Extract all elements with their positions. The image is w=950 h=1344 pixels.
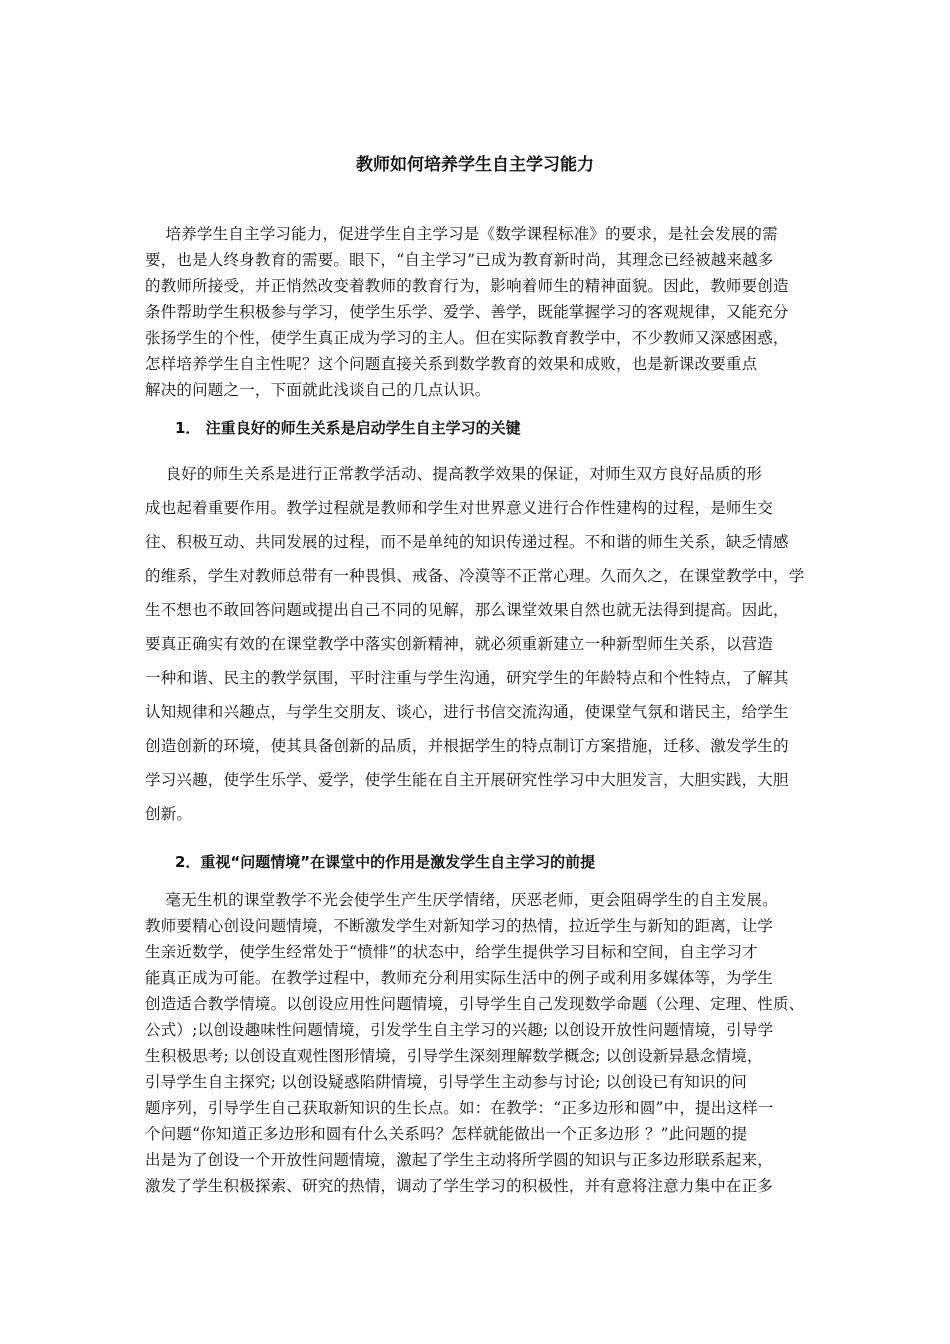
intro-line: 要，也是人终身教育的需要。眼下，“自主学习”已成为教育新时尚，其理念已经被越来越多 xyxy=(145,251,774,269)
intro-line: 张扬学生的个性，使学生真正成为学习的主人。但在实际教育教学中，不少教师又深感困惑， xyxy=(145,329,789,347)
intro-line: 条件帮助学生积极参与学习，使学生乐学、爱学、善学，既能掌握学习的客观规律，又能充分 xyxy=(145,303,789,321)
section-1-line: 创新。 xyxy=(145,805,193,823)
section-1-line: 认知规律和兴趣点，与学生交朋友、谈心，进行书信交流沟通，使课堂气氛和谐民主，给学生 xyxy=(145,703,789,721)
section-2-line: 出是为了创设一个开放性问题情境，激起了学生主动将所学圆的知识与正多边形联系起来， xyxy=(145,1151,774,1169)
section-1-line: 学习兴趣，使学生乐学、爱学，使学生能在自主开展研究性学习中大胆发言，大胆实践，大胆 xyxy=(145,771,789,789)
section-1-line: 往、积极互动、共同发展的过程，而不是单纯的知识传递过程。不和谐的师生关系，缺乏情感 xyxy=(145,533,789,551)
section-1-line: 生不想也不敢回答问题或提出自己不同的见解，那么课堂效果自然也就无法得到提高。因此， xyxy=(145,601,789,619)
intro-line: 解决的问题之一，下面就此浅谈自己的几点认识。 xyxy=(145,381,491,399)
section-1-line: 的维系，学生对教师总带有一种畏惧、戒备、冷漠等不正常心理。久而久之，在课堂教学中，学 xyxy=(145,567,805,585)
section-2-line: 创造适合教学情境。以创设应用性问题情境，引导学生自己发现数学命题（公理、定理、性质、 xyxy=(145,995,805,1013)
section-2-line: 公式）;以创设趣味性问题情境，引发学生自主学习的兴趣; 以创设开放性问题情境，引导学 xyxy=(145,1021,774,1039)
document-title: 教师如何培养学生自主学习能力 xyxy=(356,155,594,175)
intro-line: 怎样培养学生自主性呢？这个问题直接关系到数学教育的效果和成败，也是新课改要重点 xyxy=(145,355,758,373)
intro-line: 培养学生自主学习能力，促进学生自主学习是《数学课程标准》的要求，是社会发展的需 xyxy=(145,225,778,243)
section-heading-2: 2．重视“问题情境”在课堂中的作用是激发学生自主学习的前提 xyxy=(175,853,596,871)
section-heading-1: 1． 注重良好的师生关系是启动学生自主学习的关键 xyxy=(175,419,521,437)
section-2-line: 生积极思考; 以创设直观性图形情境，引导学生深刻理解数学概念; 以创设新异悬念情境， xyxy=(145,1047,763,1065)
section-2-line: 生亲近数学，使学生经常处于“愤悱”的状态中，给学生提供学习目标和空间，自主学习才 xyxy=(145,943,758,961)
section-2-line: 个问题“你知道正多边形和圆有什么关系吗？怎样就能做出一个正多边形 ？”此问题的提 xyxy=(145,1125,748,1143)
section-2-line: 引导学生自主探究; 以创设疑惑陷阱情境，引导学生主动参与讨论; 以创设已有知识的问 xyxy=(145,1073,748,1091)
section-1-line: 良好的师生关系是进行正常教学活动、提高教学效果的保证，对师生双方良好品质的形 xyxy=(145,465,763,483)
section-1-line: 要真正确实有效的在课堂教学中落实创新精神，就必须重新建立一种新型师生关系，以营造 xyxy=(145,635,774,653)
intro-line: 的教师所接受，并正悄然改变着教师的教育行为，影响着师生的精神面貌。因此，教师要创造 xyxy=(145,277,789,295)
section-1-line: 成也起着重要作用。教学过程就是教师和学生对世界意义进行合作性建构的过程，是师生交 xyxy=(145,499,774,517)
section-2-line: 能真正成为可能。在教学过程中，教师充分利用实际生活中的例子或利用多媒体等，为学生 xyxy=(145,969,774,987)
section-2-line: 毫无生机的课堂教学不光会使学生产生厌学情绪，厌恶老师，更会阻碍学生的自主发展。 xyxy=(145,891,778,909)
section-2-line: 教师要精心创设问题情境，不断激发学生对新知学习的热情，拉近学生与新知的距离，让学 xyxy=(145,917,774,935)
section-1-line: 一种和谐、民主的教学氛围，平时注重与学生沟通，研究学生的年龄特点和个性特点，了解其 xyxy=(145,669,789,687)
section-2-line: 激发了学生积极探索、研究的热情，调动了学生学习的积极性，并有意将注意力集中在正多 xyxy=(145,1177,774,1195)
section-2-line: 题序列，引导学生自己获取新知识的生长点。如：在教学：“正多边形和圆”中，提出这样一 xyxy=(145,1099,774,1117)
section-1-line: 创造创新的环境，使其具备创新的品质，并根据学生的特点制订方案措施，迁移、激发学生的 xyxy=(145,737,789,755)
